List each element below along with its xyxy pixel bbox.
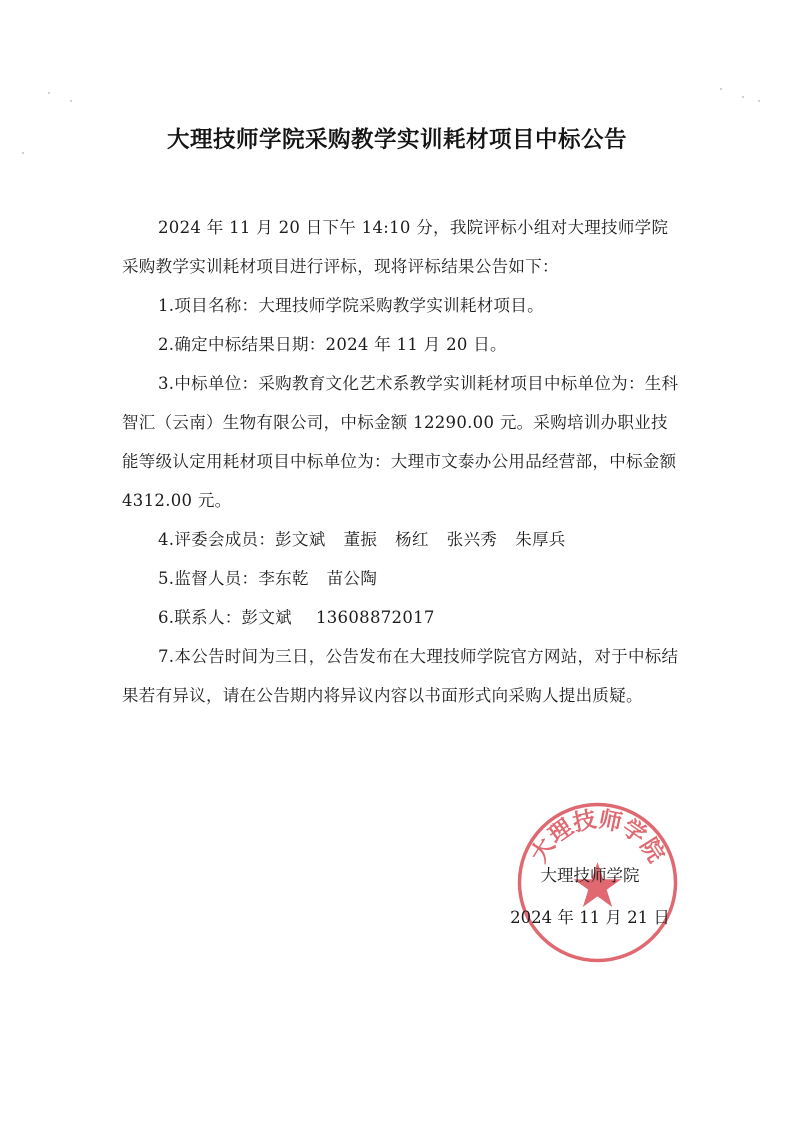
signature-date: 2024 年 11 月 21 日	[510, 908, 670, 927]
scan-speck	[48, 92, 50, 94]
intro-paragraph: 2024 年 11 月 20 日下午 14:10 分，我院评标小组对大理技师学院采购教学实训耗材项目进行评标，现将评标结果公告如下：	[122, 218, 669, 276]
committee-member: 杨红	[395, 530, 429, 549]
committee-label: 4.评委会成员：	[158, 530, 276, 549]
signature-block	[470, 855, 710, 939]
seal-arc-text: 大理技师学院	[526, 806, 669, 868]
item-result-date: 2.确定中标结果日期：2024 年 11 月 20 日。	[158, 335, 507, 354]
item-contact	[122, 598, 682, 637]
item-supervisors	[122, 559, 682, 598]
item-notice: 7.本公告时间为三日，公告发布在大理技师学院官方网站，对于中标结果若有异议，请在公告期内将异议内容以书面形式向采购人提出质疑。	[122, 647, 679, 705]
contact-name: 彭文斌	[241, 608, 292, 627]
committee-member: 朱厚兵	[515, 530, 566, 549]
scan-speck	[70, 100, 72, 102]
item-winners: 3.中标单位：采购教育文化艺术系教学实训耗材项目中标单位为：生科智汇（云南）生物有限公司，中标金额 12290.00 元。采购培训办职业技能等级认定用耗材项目中标单位为：大理市文泰办公用品经营部，中标金额 4312.00 元。	[122, 374, 679, 510]
item-committee	[122, 520, 682, 559]
signature-org: 大理技师学院	[540, 866, 640, 885]
supervisor-label: 5.监督人员：	[158, 569, 259, 588]
committee-member: 董振	[343, 530, 378, 549]
scan-speck	[720, 88, 722, 90]
scan-speck	[742, 96, 744, 98]
item-project-name: 1.项目名称：大理技师学院采购教学实训耗材项目。	[158, 296, 544, 315]
document-title: 大理技师学院采购教学实训耗材项目中标公告	[166, 127, 627, 153]
document-body	[122, 208, 682, 715]
supervisor-name: 李东乾	[258, 569, 309, 588]
contact-phone: 13608872017	[315, 608, 435, 627]
contact-label: 6.联系人：	[158, 608, 242, 627]
supervisor-name: 苗公陶	[326, 569, 378, 588]
committee-member: 张兴秀	[446, 530, 498, 549]
scan-speck	[758, 100, 760, 102]
committee-member: 彭文斌	[275, 530, 326, 549]
